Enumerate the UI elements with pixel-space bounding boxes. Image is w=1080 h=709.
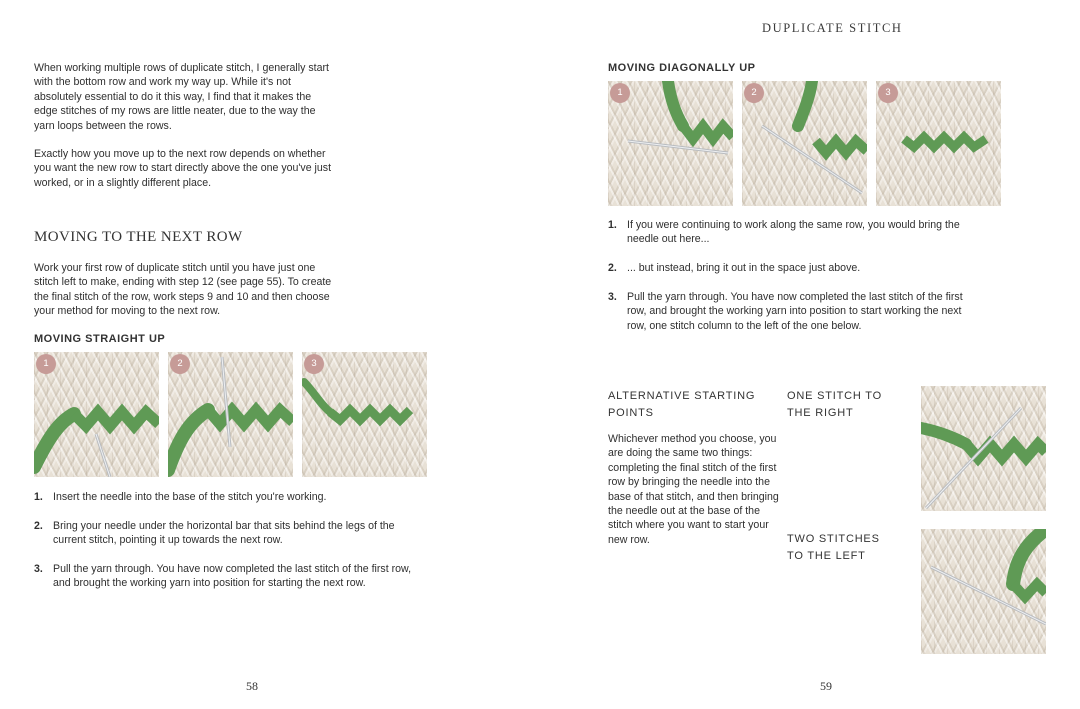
step-text: Pull the yarn through. You have now completed the last stitch of the first row, and brought the working yarn into position to start working the next row, one stitch column to the left of the one below. [627,290,963,332]
step-badge: 1 [36,354,56,374]
steps-list [608,218,978,347]
list-item [34,490,419,504]
alt-text: Whichever method you choose, you are doing the same two things: completing the final stitch of the first row by bringing the needle into the base of that stitch, and then bringing the needle out at the base of the stitch where you want to start your new row. [608,433,779,546]
step-text: Insert the needle into the base of the stitch you're working. [53,491,327,503]
caption-one-stitch-right: ONE STITCH TO THE RIGHT [787,390,882,419]
step-number: 2. [608,262,617,275]
step-text: ... but instead, bring it out in the space just above. [627,262,861,275]
step-photo-2 [742,81,867,206]
step-photo-3 [302,352,427,477]
step-number: 1. [608,219,617,231]
intro-paragraph: Exactly how you move up to the next row depends on whether you want the new row to start directly above the one you've just worked, or in a slightly different place. [34,148,332,189]
step-photo-2 [168,352,293,477]
section-intro: Work your first row of duplicate stitch until you have just one stitch left to make, ending with step 12 (see page 55). To create the final stitch of the row, work steps 9 and 10 and then choose your method for moving to the next row. [34,262,332,318]
step-text: Bring your needle under the horizontal bar that sits behind the legs of the current stitch, pointing it up towards the next row. [53,519,395,547]
list-item [608,290,978,333]
knit-illustration [921,386,1046,511]
subheading-straight-up: MOVING STRAIGHT UP [34,333,166,345]
running-head: DUPLICATE STITCH [762,21,903,35]
step-badge: 3 [304,354,324,374]
step-badge: 2 [744,83,764,103]
right-page [540,0,1080,709]
list-item [34,562,419,591]
page-number: 59 [820,679,832,693]
alt-heading: ALTERNATIVE STARTING POINTS [608,390,756,419]
page-number: 58 [246,679,258,693]
step-photo-3 [876,81,1001,206]
step-photo-1 [34,352,159,477]
list-item [608,218,978,247]
intro-text [34,61,332,204]
alt-photo-left [921,529,1046,654]
steps-list [34,490,419,605]
step-text: If you were continuing to work along the same row, you would bring the needle out here... [627,219,960,246]
list-item [34,519,419,548]
list-item [608,261,978,275]
intro-paragraph: When working multiple rows of duplicate stitch, I generally start with the bottom row and work my way up. While it's not absolutely essential to do it this way, I find that it makes the edge stitches of my rows are little neater, due to the way the yarn loops between the rows. [34,62,329,132]
step-number: 2. [34,519,43,532]
step-number: 3. [608,290,617,303]
caption-two-stitches-left: TWO STITCHES TO THE LEFT [787,533,880,562]
step-text: Pull the yarn through. You have now completed the last stitch of the first row, and brought the working yarn into position for starting the next row. [53,562,412,590]
knit-illustration [921,529,1046,654]
subheading-diagonally-up: MOVING DIAGONALLY UP [608,62,756,74]
step-number: 3. [34,562,43,575]
section-title: MOVING TO THE NEXT ROW [34,229,243,245]
step-photo-1 [608,81,733,206]
step-number: 1. [34,491,43,503]
step-badge: 2 [170,354,190,374]
step-badge: 3 [878,83,898,103]
step-badge: 1 [610,83,630,103]
alt-photo-right [921,386,1046,511]
